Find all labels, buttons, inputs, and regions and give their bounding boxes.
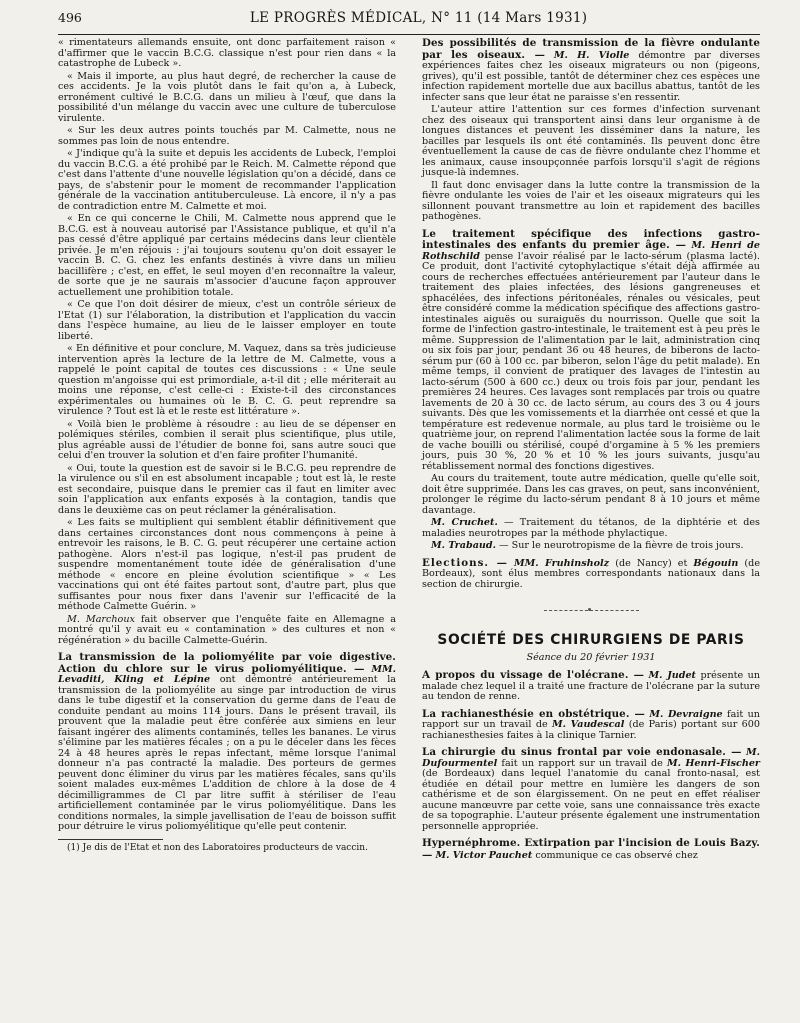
- authors: M. Dufourmentel: [422, 747, 760, 769]
- paragraph: Il faut donc envisager dans la lutte contre la transmission de la fièvre ondulante les voies de l'air et les oiseaux migrateurs qui les sillonnent pouvant transmettre au loin et rapidement des bacilles pathogènes.: [422, 179, 760, 222]
- section-heading: Hypernéphrome. Extirpation par l'incision de Louis Bazy. —: [422, 837, 760, 861]
- authors: M. Devraigne: [649, 708, 723, 720]
- paragraph: [422, 518, 760, 539]
- footnote-rule: [58, 839, 163, 840]
- speaker-name: M. Trabaud.: [431, 540, 496, 551]
- paragraph: « Sur les deux autres points touchés par M. Calmette, nous ne sommes pas loin de nous entendre.: [58, 125, 396, 147]
- paragraph-text: ont démontré antérieurement la transmission de la poliomyélite au singe par introduction de virus dans le tube digestif et la conservation du germe dans de l'eau de conduite pendant au moins 114 jours. Dans le présent travail, ils prouvent que la maladie peut être conférée aux simiens en leur faisant ingérer des aliments contaminés, telles les bananes. Le virus s'élimine par les matières fécales ; on a pu le déceler dans les fèces 24 à 48 heures après le repas infectant, même lorsque l'animal donneur n'a pas contracté la maladie. Des porteurs de germes peuvent donc éliminer du virus par les matières fécales, sans qu'ils soient malades eux-mêmes L'addition de chlore à la dose de 4 décimilligrammes de Cl par litre suffit à stériliser de l'eau artificiellement contaminée par le virus poliomyélitique. Dans les conditions normales, la simple javellisation de l'eau de boisson suffit pour détruire le virus poliomyélitique qu'elle peut contenir.: [58, 674, 396, 832]
- paragraph: « rimentateurs allemands ensuite, ont donc parfaitement raison « d'affirmer que le vaccin B.C.G. classique n'est pour rien dans « la catastrophe de Lubeck ».: [58, 37, 396, 69]
- communication-poliomyelitis: [58, 652, 396, 833]
- authors: M. Henri-Fischer: [666, 757, 760, 769]
- elections: [422, 558, 760, 591]
- paragraph: « Les faits se multiplient qui semblent établir définitivement que dans certaines circonstances dont nous commençons à peine à entrevoir les raisons, le B. C. G. peut récupérer une certaine action pathogène. Alors n'est-il pas logique, n'est-il pas prudent de suspendre momentanément toute idée de généralisation d'une méthode « encore en pleine évolution scientifique » « Les vaccinations qui ont été faites partout sont, d'autre part, plus que suffisantes pour nous fixer dans l'avenir sur l'efficacité de la méthode Calmette Guérin. »: [58, 517, 396, 612]
- right-column: [422, 38, 760, 863]
- section-heading: Elections. —: [422, 556, 508, 569]
- authors: Bégouin: [693, 557, 739, 569]
- authors: MM. Fruhinsholz: [514, 557, 610, 569]
- authors: M. Victor Pauchet: [435, 849, 533, 861]
- paragraph: « Oui, toute la question est de savoir si le B.C.G. peu reprendre de la virulence ou s'il en est absolument incapable ; tout est là, le reste est secondaire, puisque dans le premier cas il faut en limiter avec soin l'application aux enfants exposés à la contagion, tandis que dans le deuxième cas on peut réclamer la généralisation.: [58, 462, 396, 516]
- section-heading: La rachianesthésie en obstétrique. —: [422, 707, 645, 720]
- society-title: SOCIÉTÉ DES CHIRURGIENS DE PARIS: [437, 632, 745, 648]
- communication-hypernephrome: [422, 838, 760, 861]
- paragraph-text: pense l'avoir réalisé par le lacto-sérum (plasma lacté). Ce produit, dont l'activité cytophylactique s'était déjà affirmée au cours de recherches effectuées antérieurement par l'auteur dans le traitement des plaies infectées, des lésions gangreneuses et sphacélées, des infections péritonéales, rénales ou vésicales, peut être considéré comme la médication spécifique des affections gastro-intestinales aiguës ou suraiguës du nourrisson. Quelle que soit la forme de l'infection gastro-intestinale, le traitement est à peu près le même. Suppression de l'alimentation par le lait, administration cinq ou six fois par jour, pendant 36 ou 48 heures, de biberons de lacto-sérum pur (60 à 100 cc. par biberon, selon l'âge du petit malade). En même temps, il convient de pratiquer des lavages de l'intestin au lacto-sérum (500 à 600 cc.) deux ou trois fois par jour, pendant les premières 24 heures. Ces lavages sont remplacés par trois ou quatre lavements de 20 à 30 cc. de lacto sérum, au cours des 3 ou 4 jours suivants. Dès que les vomissements et la diarrhée ont cessé et que la température est redevenue normale, au plus tard le troisième ou le quatrième jour, on reprend l'alimentation lactée sous la forme de lait de vache bouilli ou stérilisé, coupé d'orgamine à 5 % les premiers jours, puis 30 %, 20 % et 10 % les jours suivants, jusqu'au rétablissement normal des fonctions digestives.: [422, 250, 760, 472]
- paragraph-text: démontre par diverses expériences faites chez les oiseaux migrateurs ou non (pigeons, grives), qu'il est possible, tantôt de déterminer chez ces espèces une infection rapidement mortelle due aux bacillus abattus, tantôt de les infecter sans que leur état ne paraisse s'en ressentir.: [422, 49, 760, 103]
- speaker-name: M. Marchoux: [67, 613, 135, 625]
- authors: MM. Levaditi, Kling et Lépine: [58, 663, 396, 685]
- paragraph: « Ce que l'on doit désirer de mieux, c'est un contrôle sérieux de l'Etat (1) sur l'élaboration, la distribution et l'application du vaccin dans l'espèce humaine, au lieu de le laisser employer en toute liberté.: [58, 299, 396, 342]
- paragraph: « J'indique qu'à la suite et depuis les accidents de Lubeck, l'emploi du vaccin B.C.G. a été prohibé par le Reich. M. Calmette répond que c'est dans l'attente d'une nouvelle législation qu'on a décidé, dans ce pays, de s'abstenir pour le moment de recommander l'application générale de la vaccination antituberculeuse. Là encore, il n'y a pas de contradiction entre M. Calmette et moi.: [58, 148, 396, 212]
- paragraph: [422, 541, 760, 552]
- footnote: (1) Je dis de l'Etat et non des Laboratoires producteurs de vaccin.: [67, 842, 368, 853]
- left-column: [58, 38, 396, 863]
- section-heading: La chirurgie du sinus frontal par voie endonasale. —: [422, 746, 742, 758]
- communication-olecrane: [422, 670, 760, 703]
- communication-sinus-frontal: [422, 747, 760, 832]
- page-number: 496: [58, 10, 82, 25]
- section-heading: La transmission de la poliomyélite par voie digestive. Action du chlore sur le virus poliomyélitique. —: [58, 651, 396, 675]
- paragraph: « Voilà bien le problème à résoudre : au lieu de se dépenser en polémiques stériles, combien il serait plus scientifique, plus utile, plus agréable aussi de l'étudier de bonne foi, sans autre souci que celui d'en trouver la solution et d'en faire profiter l'humanité.: [58, 418, 396, 461]
- two-column-body: [58, 38, 760, 863]
- paragraph-text: fait observer que l'enquête faite en Allemagne a montré qu'il y avait eu « contamination » des cultures et non « régénération » du bacille Calmette-Guérin.: [58, 613, 396, 646]
- paragraph: Au cours du traitement, toute autre médication, quelle qu'elle soit, doit être supprimée. Dans les cas graves, on peut, sans inconvénient, prolonger le régime du lacto-sérum pendant 8 à 10 jours et même davantage.: [422, 473, 760, 516]
- paragraph-text: fait un rapport sur un travail de: [497, 757, 667, 769]
- paragraph-text: présente un malade chez lequel il a traité une fracture de l'olécrane par la suture au tendon de renne.: [422, 670, 760, 702]
- paragraph-text: (de Bordeaux), sont élus membres correspondants nationaux dans la section de chirurgie.: [422, 557, 760, 590]
- paragraph: [58, 615, 396, 647]
- paragraph: « Mais il importe, au plus haut degré, de rechercher la cause de ces accidents. Je la vois plutôt dans le fait qu'on a, à Lubeck, erronément cultivé le B.C.G. dans un milieu à l'œuf, que dans la possibilité d'un mélange du vaccin avec une culture de tuberculose virulente.: [58, 70, 396, 124]
- authors: M. Henri de Rothschild: [422, 240, 760, 262]
- paragraph: « En ce qui concerne le Chili, M. Calmette nous apprend que le B.C.G. est à nouveau autorisé par l'Assistance publique, et qu'il n'a pas cessé d'être appliqué par certains médecins dans leur clientèle privée. Je m'en réjouis : j'ai toujours soutenu qu'on doit essayer le vaccin B. C. G. chez les enfants destinés à vivre dans un milieu bacillifère ; c'est, en effet, le seul moyen d'en reconnaître la valeur, de sorte que je ne saurais m'associer d'aucune façon approuver actuellement une prohibition totale.: [58, 213, 396, 298]
- authors: M. H. Violle: [553, 49, 630, 61]
- communication-rachianesthesie: [422, 709, 760, 742]
- section-heading: Le traitement spécifique des infections gastro-intestinales des enfants du premier âge. —: [422, 227, 760, 251]
- paragraph-text: — Traitement du tétanos, de la diphtérie et des maladies neurotropes par la méthode phylactique.: [422, 517, 760, 539]
- section-heading: Des possibilités de transmission de la fièvre ondulante par les oiseaux. —: [422, 37, 760, 61]
- speaker-name: M. Cruchet.: [431, 517, 498, 528]
- paragraph-text: (de Paris) portant sur 600 rachianesthesies faites à la clinique Tarnier.: [422, 719, 760, 741]
- paragraph-text: — Sur le neurotropisme de la fièvre de trois jours.: [495, 540, 744, 551]
- header-rule: [58, 34, 760, 35]
- section-separator: [544, 610, 639, 611]
- section-heading: A propos du vissage de l'olécrane. —: [422, 669, 645, 681]
- paragraph-text: (de Bordeaux) dans lequel l'anatomie du canal fronto-nasal, est étudiée en détail pour mettre en lumière les dangers de son cathérisme et de son élargissement. On ne peut en effet réaliser aucune manœuvre par cette voie, sans une connaissance très exacte de sa topographie. L'auteur présente également une instrumentation personnelle appropriée.: [422, 768, 760, 832]
- journal-title: LE PROGRÈS MÉDICAL, N° 11 (14 Mars 1931): [249, 10, 588, 26]
- paragraph-text: fait un rapport sur un travail de: [422, 708, 760, 730]
- authors: M. Vaudescal: [552, 719, 625, 730]
- paragraph: « En définitive et pour conclure, M. Vaquez, dans sa très judicieuse intervention après la lecture de la lettre de M. Calmette, vous a rappelé le point capital de toutes ces discussions : « Une seule question m'angoisse qui est primordiale, a-t-il dit ; elle mériterait au moins une réponse, c'est celle-ci : Existe-t-il des circonstances expérimentales ou humaines où le B. C. G. peut reprendre sa virulence ? Tout est là et le reste est littérature ».: [58, 343, 396, 417]
- page-header: [58, 10, 760, 29]
- paragraph: L'auteur attire l'attention sur ces formes d'infection survenant chez des oiseaux qui transportent ainsi dans leur organisme à de longues distances et peuvent les disséminer dans la nature, les bacilles par lesquels ils ont été contaminés. Ils peuvent donc être éventuellement la cause de cas de fièvre ondulante chez l'homme et les animaux, cause insoupçonnée parfois lorsqu'il s'agit de régions jusque-là indemnes.: [422, 104, 760, 178]
- communication-fievre-ondulante: [422, 38, 760, 103]
- authors: M. Judet: [648, 670, 696, 681]
- paragraph-text: communique ce cas observé chez: [532, 849, 698, 861]
- paragraph-text: (de Nancy) et: [609, 557, 694, 569]
- session-date: Séance du 20 février 1931: [526, 651, 656, 663]
- communication-lacto-serum: [422, 229, 760, 473]
